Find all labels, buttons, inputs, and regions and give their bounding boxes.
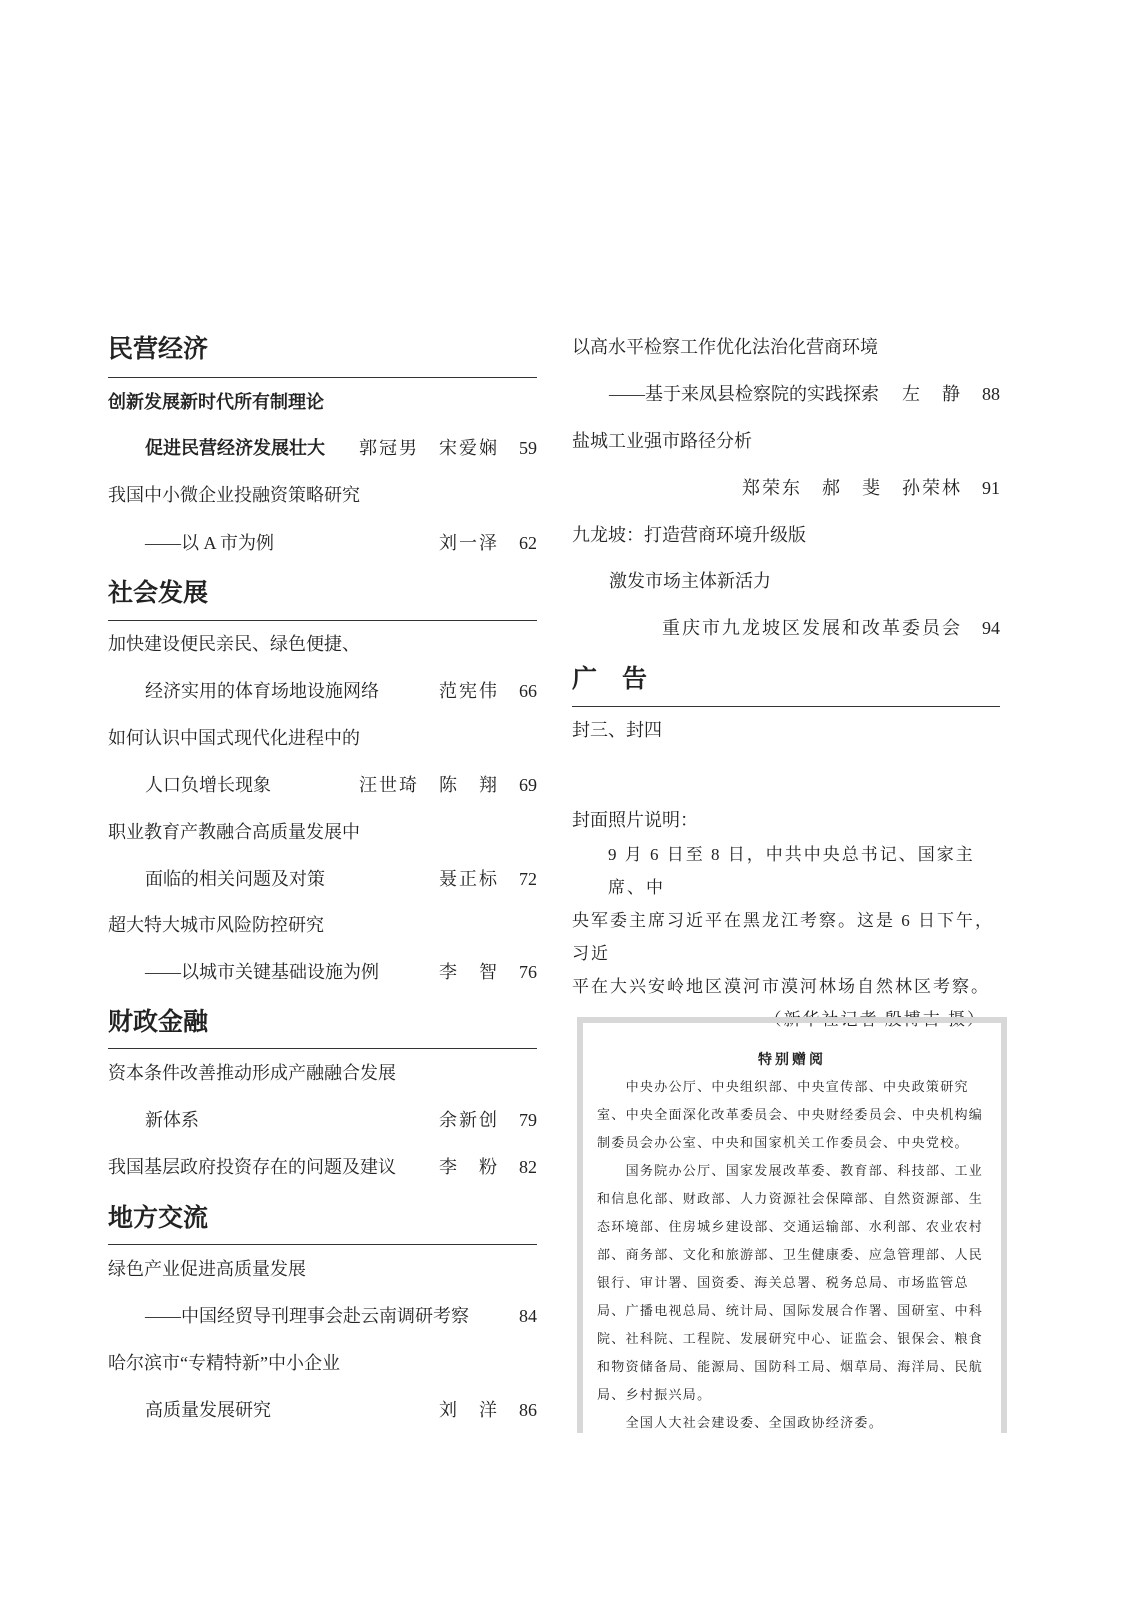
toc-entry[interactable] [108,530,537,556]
toc-entry[interactable] [108,482,537,508]
divider [108,1244,537,1245]
toc-entry[interactable] [572,381,1000,407]
special-gift-box [577,1017,1007,1433]
entry-title: 以高水平检察工作优化法治化营商环境 [572,337,878,357]
entry-title: 哈尔滨市“专精特新”中小企业 [108,1353,340,1373]
entry-title: 高质量发展研究 [145,1400,271,1420]
section-heading: 广 告 [572,666,648,693]
entry-authors: 刘一泽 [439,533,499,553]
cover-title: 封面照片说明： [572,810,698,830]
entry-title: 盐城工业强市路径分析 [572,431,752,451]
toc-entry[interactable] [572,334,1000,360]
entry-title: 资本条件改善推动形成产融融合发展 [108,1063,396,1083]
caption-line: 平在大兴安岭地区漠河市漠河林场自然林区考察。 [572,977,990,996]
page-number: 59 [519,438,537,458]
divider [572,706,1000,707]
cover-caption-title [572,807,1000,833]
entry-title: 职业教育产教融合高质量发展中 [108,822,360,842]
entry-subtitle: ——以 A 市为例 [145,533,275,553]
caption-line: 央军委主席习近平在黑龙江考察。这是 6 日下午，习近 [572,911,994,963]
ad-text: 封三、封四 [572,720,662,740]
toc-entry[interactable] [108,1256,537,1282]
entry-title: 创新发展新时代所有制理论 [108,392,324,412]
page-number: 76 [519,962,537,982]
ad-pages [572,717,1000,743]
entry-authors: 范宪伟 [439,681,499,701]
toc-entry[interactable] [572,568,1000,594]
toc-entry[interactable] [108,866,537,892]
toc-entry[interactable] [108,1060,537,1086]
section-heading: 社会发展 [108,580,209,607]
entry-title: 激发市场主体新活力 [609,571,771,591]
toc-entry[interactable] [108,389,537,415]
entry-title: 九龙坡：打造营商环境升级版 [572,525,806,545]
page-number: 91 [982,478,1000,498]
toc-entry[interactable] [572,615,1000,641]
toc-entry[interactable] [108,959,537,985]
page-number: 66 [519,681,537,701]
cover-caption [572,838,1000,1036]
box-paragraph: 中央办公厅、中央组织部、中央宣传部、中央政策研究室、中央全面深化改革委员会、中央财经委员会、中央机构编制委员会办公室、中央和国家机关工作委员会、中央党校。 [597,1079,984,1150]
entry-title: 面临的相关问题及对策 [145,869,325,889]
entry-authors: 余新创 [439,1110,499,1130]
section-heading: 地方交流 [108,1205,209,1232]
entry-title: 我国中小微企业投融资策略研究 [108,485,360,505]
toc-entry[interactable] [108,772,537,798]
entry-authors: 李 智 [439,962,499,982]
page-number: 62 [519,533,537,553]
box-title: 特别赠阅 [758,1053,826,1068]
divider [108,377,537,378]
entry-title: 加快建设便民亲民、绿色便捷、 [108,634,360,654]
page-number: 82 [519,1157,537,1177]
page-number: 69 [519,775,537,795]
entry-authors: 汪世琦 陈 翔 [359,775,499,795]
section-heading: 财政金融 [108,1009,209,1036]
toc-entry[interactable] [108,819,537,845]
toc-entry[interactable] [108,631,537,657]
page-number: 86 [519,1400,537,1420]
toc-entry[interactable] [108,435,537,461]
toc-entry[interactable] [108,725,537,751]
caption-line: 9 月 6 日至 8 日，中共中央总书记、国家主席、中 [608,845,975,897]
divider [108,1048,537,1049]
entry-title: 如何认识中国式现代化进程中的 [108,728,360,748]
box-paragraph: 全国人大社会建设委、全国政协经济委。 [625,1415,883,1430]
entry-title: 绿色产业促进高质量发展 [108,1259,306,1279]
toc-entry[interactable] [572,475,1000,501]
entry-authors: 郭冠男 宋爱娴 [359,438,499,458]
page-number: 72 [519,869,537,889]
entry-authors: 左 静 [902,384,962,404]
toc-entry[interactable] [108,1107,537,1133]
toc-entry[interactable] [108,912,537,938]
entry-authors: 刘 洋 [439,1400,499,1420]
box-paragraph: 国务院办公厅、国家发展改革委、教育部、科技部、工业和信息化部、财政部、人力资源社会保障部、自然资源部、生态环境部、住房城乡建设部、交通运输部、水利部、农业农村部、商务部、文化和旅游部、卫生健康委、应急管理部、人民银行、审计署、国资委、海关总署、税务总局、市场监管总局、广播电视总局、统计局、国际发展合作署、国研室、中科院、社科院、工程院、发展研究中心、证监会、银保会、粮食和物资储备局、能源局、国防科工局、烟草局、海洋局、民航局、乡村振兴局。 [597,1163,984,1402]
entry-subtitle: ——以城市关键基础设施为例 [145,962,379,982]
entry-title: 经济实用的体育场地设施网络 [145,681,379,701]
toc-entry[interactable] [572,522,1000,548]
toc-entry[interactable] [108,1154,537,1180]
divider [108,620,537,621]
toc-entry[interactable] [108,1303,537,1329]
section-heading: 民营经济 [108,336,209,363]
page-number: 94 [982,618,1000,638]
photo-credit: （新华社记者 殷博古 摄） [764,1010,986,1029]
toc-entry[interactable] [108,1350,537,1376]
entry-authors: 郑荣东 郝 斐 孙荣林 [742,478,962,498]
entry-subtitle: ——中国经贸导刊理事会赴云南调研考察 [145,1306,469,1326]
entry-authors: 重庆市九龙坡区发展和改革委员会 [662,618,962,638]
page-number: 84 [519,1306,537,1326]
entry-subtitle: ——基于来凤县检察院的实践探索 [609,384,879,404]
entry-title: 超大特大城市风险防控研究 [108,915,324,935]
entry-title: 促进民营经济发展壮大 [145,438,325,458]
toc-entry[interactable] [108,678,537,704]
entry-title: 新体系 [145,1110,199,1130]
entry-title: 人口负增长现象 [145,775,271,795]
page-number: 79 [519,1110,537,1130]
page-number: 88 [982,384,1000,404]
entry-authors: 李 粉 [439,1157,499,1177]
entry-authors: 聂正标 [439,869,499,889]
toc-entry[interactable] [108,1397,537,1423]
entry-title: 我国基层政府投资存在的问题及建议 [108,1157,396,1177]
toc-entry[interactable] [572,428,1000,454]
